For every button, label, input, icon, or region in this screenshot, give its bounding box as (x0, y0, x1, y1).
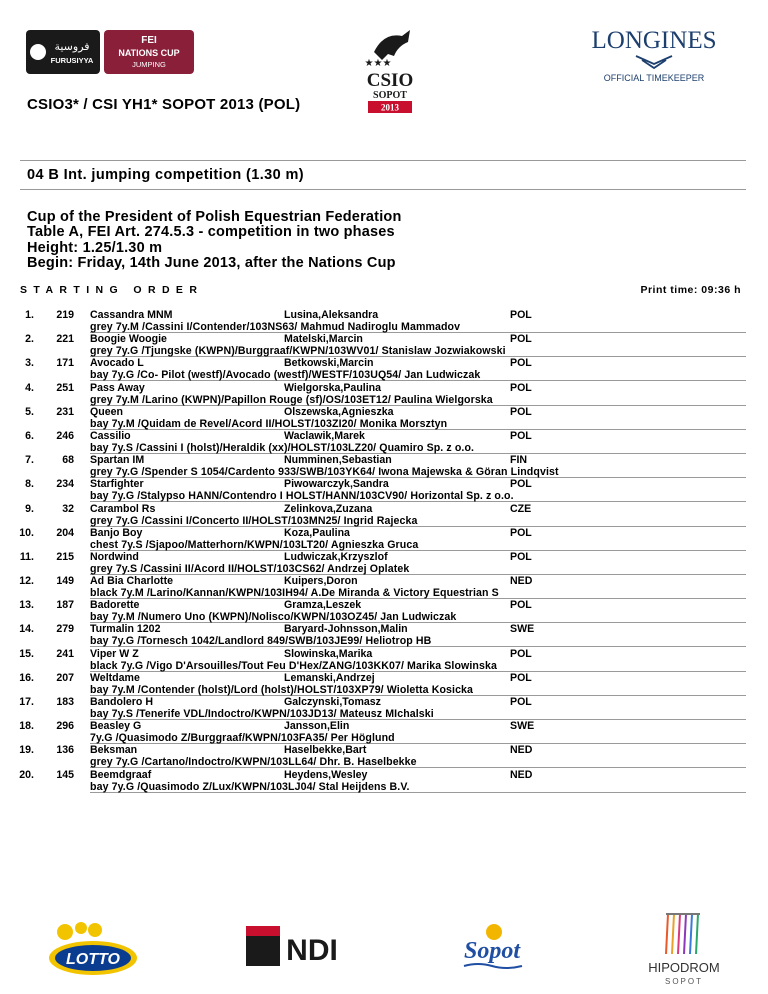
start-position: 9. (25, 502, 34, 515)
horse-name: Badorette (90, 599, 140, 612)
start-number: 145 (56, 768, 74, 781)
start-number: 246 (56, 429, 74, 442)
csio-stars: ★★★ (364, 58, 392, 69)
rider-name: Jansson,Elin (284, 720, 350, 733)
rider-name: Heydens,Wesley (284, 768, 368, 781)
longines-tagline: OFFICIAL TIMEKEEPER (603, 73, 705, 83)
rider-name: Baryard-Johnsson,Malin (284, 623, 408, 636)
start-position: 6. (25, 429, 34, 442)
entry-row (0, 575, 768, 599)
horse-details: black 7y.G /Vigo D'Arsouilles/Tout Feu D'Hex/ZANG/103KK07/ Marika Slowinska (90, 660, 746, 672)
start-number: 279 (56, 623, 74, 636)
horse-name: Banjo Boy (90, 526, 143, 539)
entry-row (0, 503, 768, 527)
entry-row (0, 357, 768, 381)
horse-name: Boogie Woogie (90, 333, 167, 346)
rider-nation: FIN (510, 454, 528, 467)
start-position: 19. (19, 744, 34, 757)
horse-name: Queen (90, 405, 123, 418)
rider-nation: NED (510, 575, 533, 588)
entry-row (0, 769, 768, 793)
lotto-ball-icon (75, 922, 87, 934)
start-position: 14. (19, 623, 34, 636)
info-line: Begin: Friday, 14th June 2013, after the Nations Cup (27, 254, 396, 271)
horse-name: Cassandra MNM (90, 309, 173, 321)
start-position: 10. (19, 526, 34, 539)
start-number: 68 (62, 454, 74, 467)
longines-wings-icon (636, 56, 672, 68)
rider-name: Lusina,Aleksandra (284, 309, 379, 321)
rider-name: Kuipers,Doron (284, 575, 358, 588)
lotto-logo (45, 920, 140, 978)
start-position: 3. (25, 357, 34, 370)
rider-nation: POL (510, 671, 532, 684)
lotto-text: LOTTO (66, 951, 120, 968)
info-line: Height: 1.25/1.30 m (27, 239, 163, 256)
rider-name: Matelski,Marcin (284, 333, 363, 346)
entry-row (0, 672, 768, 696)
fei-nations-cup-logo (26, 30, 194, 74)
rider-name: Piwowarczyk,Sandra (284, 478, 389, 491)
horse-name: Viper W Z (90, 647, 139, 660)
horse-details: bay 7y.M /Quidam de Revel/Acord II/HOLST/103ZI20/ Monika Morsztyn (90, 418, 746, 430)
fei-text: FEI (141, 35, 157, 46)
sopot-city-logo (452, 922, 534, 974)
info-line: Cup of the President of Polish Equestrian Federation (27, 209, 402, 225)
start-number: 221 (56, 333, 74, 346)
starting-order-label: STARTING ORDER (20, 284, 204, 296)
start-number: 231 (56, 405, 74, 418)
rider-nation: POL (510, 599, 532, 612)
csio-year-text: 2013 (381, 102, 399, 113)
start-position: 12. (19, 575, 34, 588)
print-time: Print time: 09:36 h (640, 284, 741, 296)
horse-details: bay 7y.M /Contender (holst)/Lord (holst)/HOLST/103XP79/ Wioletta Kosicka (90, 684, 746, 696)
furusiyya-text: FURUSIYYA (50, 56, 94, 65)
jumping-horse-icon (374, 30, 410, 60)
nations-cup-text: NATIONS CUP (118, 48, 180, 58)
horse-details: grey 7y.M /Larino (KWPN)/Papillon Rouge (sf)/OS/103ET12/ Paulina Wielgorska (90, 394, 746, 406)
horse-details: grey 7y.G /Tjungske (KWPN)/Burggraaf/KWPN/103WV01/ Stanislaw Jozwiakowski (90, 345, 746, 357)
horse-name: Carambol Rs (90, 502, 156, 515)
start-position: 16. (19, 671, 34, 684)
start-position: 2. (25, 333, 34, 346)
start-position: 11. (19, 550, 34, 563)
hipodrom-stripes-icon (666, 914, 700, 954)
hipodrom-text: HIPODROM (648, 960, 720, 975)
hipodrom-sub-text: SOPOT (664, 977, 704, 986)
info-line: Table A, FEI Art. 274.5.3 - competition in two phases (27, 224, 395, 241)
horse-details: grey 7y.G /Spender S 1054/Cardento 933/SWB/103YK64/ Iwona Majewska & Göran Lindqvist (90, 466, 746, 478)
rider-nation: POL (510, 550, 532, 563)
start-number: 204 (56, 526, 74, 539)
event-title: CSIO3* / CSI YH1* SOPOT 2013 (POL) (27, 96, 301, 113)
horse-details: bay 7y.G /Stalypso HANN/Contendro I HOLST/HANN/103CV90/ Horizontal Sp. z o.o. (90, 490, 746, 502)
horse-details: bay 7y.G /Tornesch 1042/Landlord 849/SWB/103JE99/ Heliotrop HB (90, 635, 746, 647)
horse-details: 7y.G /Quasimodo Z/Burggraaf/KWPN/103FA35/ Per Höglund (90, 732, 746, 744)
rider-name: Slowinska,Marika (284, 647, 373, 660)
horse-name: Weltdame (90, 671, 140, 684)
divider-bottom (20, 189, 746, 190)
rider-name: Galczynski,Tomasz (284, 696, 381, 708)
start-position: 4. (25, 381, 34, 394)
start-number: 234 (56, 478, 74, 491)
entry-row (0, 599, 768, 623)
rider-name: Zelinkova,Zuzana (284, 502, 373, 515)
horse-name: Cassilio (90, 429, 131, 442)
start-number: 136 (56, 744, 74, 757)
entry-row (0, 309, 768, 333)
rider-name: Waclawik,Marek (284, 429, 365, 442)
competition-title: 04 B Int. jumping competition (1.30 m) (27, 167, 305, 183)
lotto-ball-icon (88, 923, 102, 937)
rider-nation: POL (510, 405, 532, 418)
hipodrom-sopot-logo (630, 910, 740, 988)
start-number: 149 (56, 575, 74, 588)
start-number: 296 (56, 720, 74, 733)
horse-name: Nordwind (90, 550, 139, 563)
rider-name: Haselbekke,Bart (284, 744, 367, 757)
entry-row (0, 744, 768, 768)
start-position: 13. (19, 599, 34, 612)
entry-row (0, 382, 768, 406)
start-number: 183 (56, 696, 74, 708)
horse-details: bay 7y.S /Cassini I (holst)/Heraldik (xx)/HOLST/103LZ20/ Quamiro Sp. z o.o. (90, 442, 746, 454)
furusiyya-arabic-text: فروسية (54, 40, 90, 53)
start-position: 17. (19, 696, 34, 708)
csio-city-text: SOPOT (373, 90, 407, 101)
rider-nation: POL (510, 309, 532, 321)
rider-name: Numminen,Sebastian (284, 454, 392, 467)
starting-list (0, 309, 768, 793)
start-position: 1. (25, 309, 34, 321)
start-position: 18. (19, 720, 34, 733)
entry-row (0, 454, 768, 478)
horse-name: Beksman (90, 744, 138, 757)
start-position: 7. (25, 454, 34, 467)
longines-wordmark: LONGINES (591, 27, 717, 54)
rider-name: Olszewska,Agnieszka (284, 405, 394, 418)
start-number: 219 (56, 309, 74, 321)
entry-row (0, 696, 768, 720)
ndi-text: NDI (286, 934, 338, 967)
horse-name: Beasley G (90, 720, 142, 733)
horse-details: grey 7y.G /Cassini I/Concerto II/HOLST/103MN25/ Ingrid Rajecka (90, 515, 746, 527)
rider-nation: POL (510, 357, 532, 370)
horse-details: bay 7y.M /Numero Uno (KWPN)/Nolisco/KWPN/103OZ45/ Jan Ludwiczak (90, 611, 746, 623)
horse-name: Turmalin 1202 (90, 623, 161, 636)
rider-nation: POL (510, 478, 532, 491)
start-number: 251 (56, 381, 74, 394)
horse-details: bay 7y.S /Tenerife VDL/Indoctro/KWPN/103JD13/ Mateusz MIchalski (90, 708, 746, 720)
rider-nation: NED (510, 768, 533, 781)
horse-name: Ad Bia Charlotte (90, 575, 173, 588)
horse-details: grey 7y.G /Cartano/Indoctro/KWPN/103LL64/ Dhr. B. Haselbekke (90, 756, 746, 768)
rider-nation: SWE (510, 623, 535, 636)
horse-details: black 7y.M /Larino/Kannan/KWPN/103IH94/ A.De Miranda & Victory Equestrian S (90, 587, 746, 599)
start-position: 8. (25, 478, 34, 491)
entry-row (0, 720, 768, 744)
horse-details: grey 7y.S /Cassini II/Acord II/HOLST/103CS62/ Andrzej Oplatek (90, 563, 746, 575)
rider-name: Lemanski,Andrzej (284, 671, 375, 684)
entry-row (0, 648, 768, 672)
entry-row (0, 527, 768, 551)
start-number: 207 (56, 671, 74, 684)
horse-name: Beemdgraaf (90, 768, 152, 781)
horse-name: Starfighter (90, 478, 144, 491)
rider-nation: POL (510, 696, 532, 708)
entry-row (0, 333, 768, 357)
rider-name: Gramza,Leszek (284, 599, 362, 612)
start-position: 20. (19, 768, 34, 781)
rider-name: Betkowski,Marcin (284, 357, 374, 370)
rider-nation: POL (510, 381, 532, 394)
entry-row (0, 478, 768, 502)
rider-nation: NED (510, 744, 533, 757)
divider-top (20, 160, 746, 161)
rider-nation: SWE (510, 720, 535, 733)
furusiyya-horse-emblem (30, 44, 46, 60)
rider-name: Ludwiczak,Krzyszlof (284, 550, 388, 563)
sopot-text: Sopot (463, 938, 521, 964)
lotto-ball-icon (57, 924, 73, 940)
horse-name: Avocado L (90, 357, 144, 370)
entry-row (0, 623, 768, 647)
rider-nation: POL (510, 526, 532, 539)
rider-nation: CZE (510, 502, 532, 515)
start-number: 241 (56, 647, 74, 660)
ndi-badge-band (246, 926, 280, 936)
rider-nation: POL (510, 429, 532, 442)
competition-info (27, 210, 402, 271)
start-number: 32 (62, 502, 74, 515)
horse-details: bay 7y.G /Co- Pilot (westf)/Avocado (westf)/WESTF/103UQ54/ Jan Ludwiczak (90, 369, 746, 381)
start-position: 5. (25, 405, 34, 418)
csio-sopot-logo (354, 24, 426, 116)
ndi-logo (246, 924, 340, 968)
sopot-wave-icon (464, 964, 522, 968)
start-number: 215 (56, 550, 74, 563)
entry-row (0, 406, 768, 430)
longines-logo (568, 26, 740, 84)
entry-row (0, 551, 768, 575)
jumping-text: JUMPING (132, 60, 166, 69)
rider-name: Wielgorska,Paulina (284, 381, 382, 394)
rider-nation: POL (510, 647, 532, 660)
horse-name: Pass Away (90, 381, 145, 394)
start-position: 15. (19, 647, 34, 660)
horse-details: chest 7y.S /Sjapoo/Matterhorn/KWPN/103LT20/ Agnieszka Gruca (90, 539, 746, 551)
entry-row (0, 430, 768, 454)
start-number: 187 (56, 599, 74, 612)
horse-details: grey 7y.M /Cassini I/Contender/103NS63/ Mahmud Nadiroglu Mammadov (90, 321, 746, 333)
horse-name: Spartan IM (90, 454, 145, 467)
horse-details: bay 7y.G /Quasimodo Z/Lux/KWPN/103LJ04/ Stal Heijdens B.V. (90, 781, 746, 793)
start-number: 171 (56, 357, 74, 370)
rider-name: Koza,Paulina (284, 526, 350, 539)
csio-text: CSIO (366, 70, 414, 91)
rider-nation: POL (510, 333, 532, 346)
horse-name: Bandolero H (90, 696, 153, 708)
